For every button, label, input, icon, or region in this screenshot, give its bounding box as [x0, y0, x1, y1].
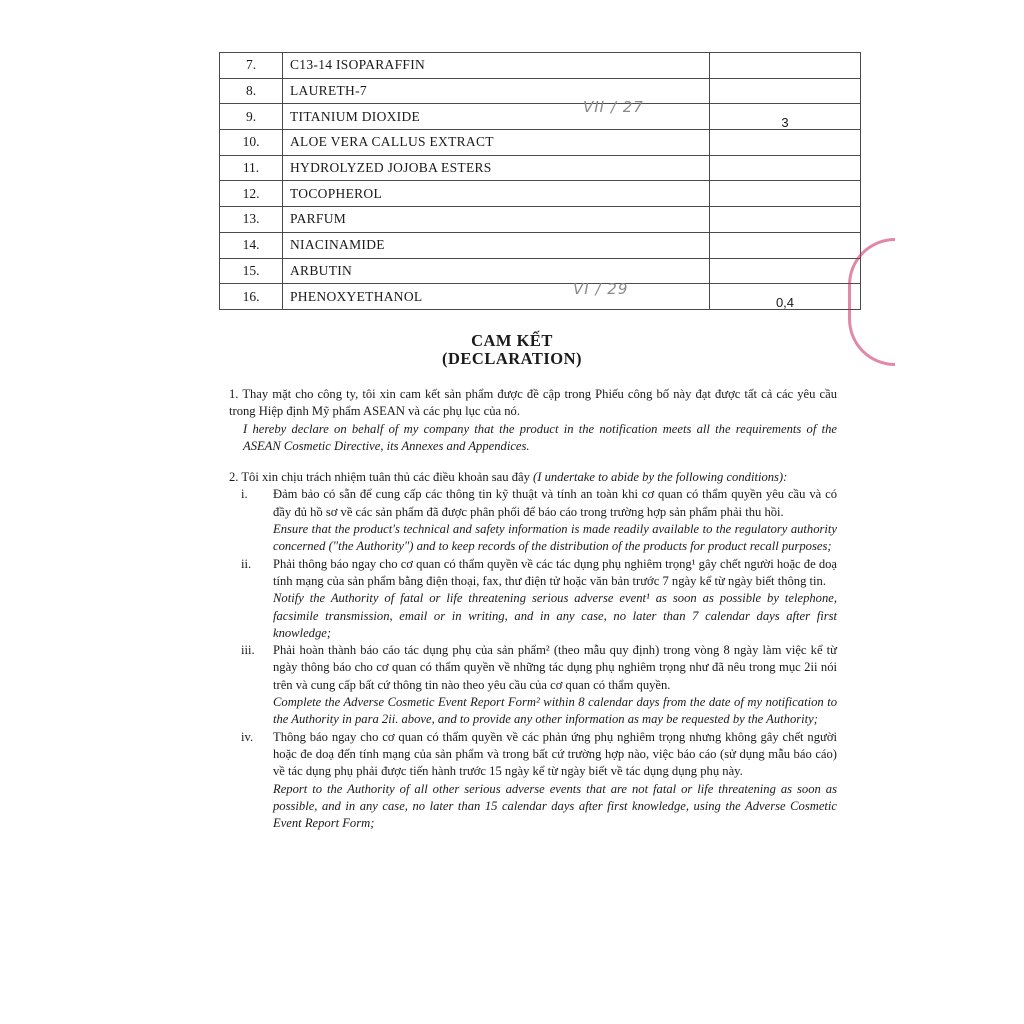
- paragraph-2-vi: 2. Tôi xin chịu trách nhiệm tuân thủ các điều khoản sau đây: [229, 470, 530, 485]
- paragraph-2-en: (I undertake to abide by the following conditions):: [533, 470, 788, 485]
- row-number: 11.: [220, 155, 283, 181]
- table-row: [220, 155, 861, 181]
- condition-en: Report to the Authority of all other serious adverse events that are not fatal or life threatening as soon as possible, and in any case, no later than 15 calendar days after first knowledge, using the Adverse Cosmetic Event Report Form;: [273, 781, 837, 831]
- condition-number: iii.: [241, 643, 255, 658]
- concentration-value: 3: [781, 115, 789, 131]
- ingredient-name-text: TITANIUM DIOXIDE: [290, 108, 421, 124]
- row-number: 9.: [220, 104, 283, 130]
- declaration-subtitle: (DECLARATION): [441, 349, 583, 368]
- table-row: [220, 53, 861, 79]
- condition-vi: Phải thông báo ngay cho cơ quan có thẩm quyền về các tác dụng phụ nghiêm trọng¹ gây chết người hoặc đe doạ tính mạng của sản phẩm bằng điện thoại, fax, thư điện tử hoặc văn bản trước 7 ngày kể từ ngày biết thông tin.: [273, 556, 837, 588]
- condition-text: [273, 642, 837, 728]
- ingredient-name: [283, 207, 710, 233]
- condition-text: [273, 556, 837, 642]
- condition-vi: Phải hoàn thành báo cáo tác dụng phụ của sản phẩm² (theo mẫu quy định) trong vòng 8 ngày làm việc kể từ ngày thông báo cho cơ quan có thẩm quyền về những tác dụng phụ nghiêm trọng như đã nêu trong mục 2ii nói trên và cung cấp bất cứ thông tin nào theo yêu cầu của cơ quan có thẩm quyền.: [273, 643, 837, 692]
- handwritten-annex-ref: VI / 29: [573, 280, 629, 299]
- paragraph-1-vi: 1. Thay mặt cho công ty, tôi xin cam kết sản phẩm được đề cập trong Phiếu công bố này đạt được tất cả các yêu cầu trong Hiệp định Mỹ phẩm ASEAN và các phụ lục của nó.: [229, 387, 837, 419]
- concentration-cell: [710, 78, 861, 104]
- ingredient-name: [283, 258, 710, 284]
- ingredient-name-text: ALOE VERA CALLUS EXTRACT: [290, 134, 494, 150]
- row-number: 10.: [220, 130, 283, 156]
- table-row: [220, 207, 861, 233]
- condition-list: [229, 486, 837, 832]
- row-number: 14.: [220, 232, 283, 258]
- concentration-cell: [710, 104, 861, 130]
- declaration-title: CAM KẾT: [471, 331, 553, 350]
- condition-item: [229, 642, 837, 728]
- condition-number: i.: [241, 487, 248, 502]
- condition-en: Ensure that the product's technical and safety information is made readily available to the regulatory authority concerned ("the Authority") and to keep records of the distribution of the products for product recall purposes;: [273, 522, 837, 554]
- ingredient-name: [283, 280, 710, 310]
- row-number: 12.: [220, 181, 283, 207]
- paragraph-1-en: I hereby declare on behalf of my company that the product in the notification meets all the requirements of the ASEAN Cosmetic Directive, its Annexes and Appendices.: [243, 421, 837, 453]
- handwritten-annex-ref: VII / 27: [583, 98, 644, 117]
- condition-number: iv.: [241, 729, 254, 744]
- ingredient-name: [283, 155, 710, 181]
- concentration-value: 0,4: [775, 295, 795, 311]
- table-row: [220, 232, 861, 258]
- ingredient-name-text: PARFUM: [290, 211, 347, 227]
- ingredient-name-text: HYDROLYZED JOJOBA ESTERS: [290, 160, 492, 176]
- condition-text: [273, 729, 837, 833]
- condition-item: [229, 556, 837, 642]
- declaration-body: [229, 386, 837, 832]
- concentration-cell: [710, 207, 861, 233]
- table-row: [220, 130, 861, 156]
- condition-item: [229, 486, 837, 555]
- ingredient-name: [283, 130, 710, 156]
- ingredient-name: [283, 181, 710, 207]
- condition-en: Complete the Adverse Cosmetic Event Report Form² within 8 calendar days from the date of my notification to the Authority in para 2ii. above, and to provide any other information as may be requested by the Authority;: [273, 695, 837, 727]
- concentration-cell: [710, 53, 861, 79]
- row-number: 7.: [220, 53, 283, 79]
- ingredient-table: [219, 52, 861, 310]
- table-row: [220, 284, 861, 310]
- row-number: 16.: [220, 284, 283, 310]
- condition-vi: Đảm bảo có sẵn để cung cấp các thông tin kỹ thuật và tính an toàn khi cơ quan có thẩm quyền yêu cầu và có đầy đủ hồ sơ về các sản phẩm đã được phân phối để báo cáo trong trường hợp sản phẩm phải thu hồi.: [273, 487, 837, 519]
- ingredient-name-text: ARBUTIN: [290, 262, 353, 278]
- ingredient-name-text: TOCOPHEROL: [290, 185, 383, 201]
- table-row: [220, 181, 861, 207]
- row-number: 8.: [220, 78, 283, 104]
- concentration-cell: [710, 258, 861, 284]
- row-number: 15.: [220, 258, 283, 284]
- row-number: 13.: [220, 207, 283, 233]
- condition-item: [229, 729, 837, 833]
- red-stamp-mark: [866, 484, 888, 594]
- condition-vi: Thông báo ngay cho cơ quan có thẩm quyền về các phản ứng phụ nghiêm trọng nhưng không gây chết người hoặc đe doạ đến tính mạng của sản phẩm và trong bất cứ trường hợp nào, việc báo cáo (sử dụng mẫu báo cáo) về tác dụng phụ phải được tiến hành trước 15 ngày kể từ ngày biết về tác dụng dụng phụ này.: [273, 729, 837, 779]
- ingredient-name: [283, 53, 710, 79]
- ingredient-name-text: LAURETH-7: [290, 83, 367, 99]
- ingredient-name: [283, 78, 710, 104]
- table-row: [220, 104, 861, 130]
- condition-text: [273, 486, 837, 555]
- ingredient-name: [283, 232, 710, 258]
- concentration-cell: [710, 155, 861, 181]
- concentration-cell: [710, 181, 861, 207]
- ingredient-name-text: NIACINAMIDE: [290, 237, 385, 253]
- ingredient-name-text: C13-14 ISOPARAFFIN: [290, 57, 426, 73]
- paragraph-2: [229, 469, 837, 486]
- concentration-cell: [710, 284, 861, 310]
- concentration-cell: [710, 232, 861, 258]
- table-row: [220, 258, 861, 284]
- condition-en: Notify the Authority of fatal or life threatening serious adverse event¹ as soon as possible by telephone, facsimile transmission, email or in writing, and in any case, no later than 7 calendar days after first knowledge;: [273, 591, 837, 640]
- ingredient-name: [283, 98, 710, 130]
- ingredient-name-text: PHENOXYETHANOL: [290, 288, 423, 304]
- concentration-cell: [710, 130, 861, 156]
- condition-number: ii.: [241, 556, 252, 571]
- table-row: [220, 78, 861, 104]
